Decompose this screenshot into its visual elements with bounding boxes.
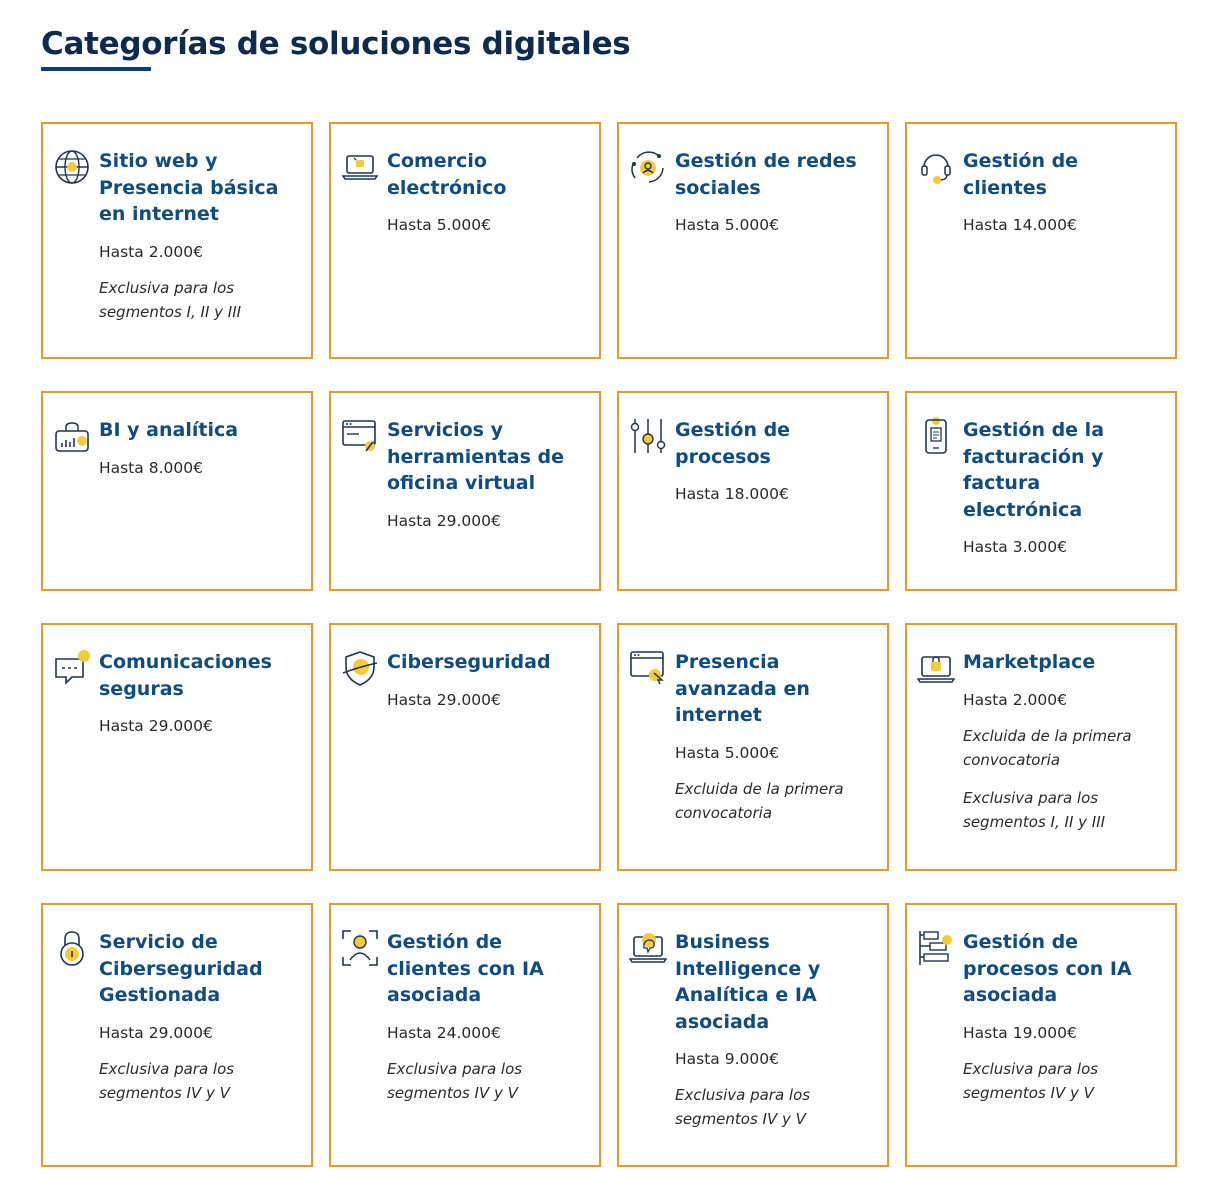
card-content bbox=[99, 417, 301, 478]
card-title[interactable]: Comercio electrónico bbox=[387, 150, 507, 199]
card-title[interactable]: BI y analítica bbox=[99, 419, 239, 441]
card-title[interactable]: Servicio de Ciberseguridad Gestionada bbox=[99, 931, 263, 1006]
card-amount: Hasta 14.000€ bbox=[963, 216, 1077, 234]
card-content bbox=[675, 929, 877, 1131]
card-note: Exclusiva para los segmentos IV y V bbox=[675, 1086, 811, 1128]
solution-card[interactable] bbox=[41, 903, 313, 1167]
card-amount: Hasta 29.000€ bbox=[99, 1023, 213, 1042]
solution-card[interactable] bbox=[329, 903, 601, 1167]
card-title[interactable]: Gestión de procesos con IA asociada bbox=[963, 931, 1132, 1006]
card-content bbox=[99, 929, 301, 1105]
solution-card[interactable] bbox=[905, 903, 1177, 1167]
card-title[interactable]: Marketplace bbox=[963, 651, 1096, 673]
browser-cursor-icon bbox=[629, 649, 667, 687]
solution-card[interactable] bbox=[329, 122, 601, 359]
solution-card[interactable] bbox=[617, 623, 889, 871]
card-title[interactable]: Gestión de la facturación y factura electrónica bbox=[963, 419, 1105, 521]
card-note: Exclusiva para los segmentos IV y V bbox=[99, 1059, 235, 1102]
card-title[interactable]: Gestión de clientes bbox=[963, 150, 1079, 199]
card-note: Excluida de la primera convocatoria bbox=[963, 726, 1132, 769]
card-amount: Hasta 9.000€ bbox=[675, 1050, 779, 1068]
card-amount: Hasta 2.000€ bbox=[99, 242, 203, 261]
card-note: Excluida de la primera convocatoria bbox=[675, 779, 844, 822]
solution-card[interactable] bbox=[617, 391, 889, 591]
card-content bbox=[387, 929, 589, 1105]
analytics-bag-icon bbox=[53, 417, 91, 455]
card-amount: Hasta 29.000€ bbox=[387, 690, 501, 709]
card-amount: Hasta 2.000€ bbox=[963, 690, 1067, 709]
title-underline bbox=[41, 67, 151, 71]
card-amount: Hasta 19.000€ bbox=[963, 1023, 1077, 1042]
social-network-icon bbox=[629, 148, 667, 186]
chat-bubble-icon bbox=[53, 649, 91, 687]
card-title[interactable]: Business Intelligence y Analítica e IA asociada bbox=[675, 931, 821, 1033]
headset-icon bbox=[917, 148, 955, 186]
card-amount: Hasta 8.000€ bbox=[99, 458, 203, 477]
card-content bbox=[99, 649, 301, 736]
phone-invoice-icon bbox=[917, 417, 955, 455]
card-note: Exclusiva para los segmentos I, II y III bbox=[99, 278, 242, 321]
card-content bbox=[387, 417, 589, 531]
card-content bbox=[675, 649, 877, 825]
card-content bbox=[963, 417, 1165, 557]
solution-card[interactable] bbox=[905, 623, 1177, 871]
solution-card[interactable] bbox=[41, 391, 313, 591]
solution-card[interactable] bbox=[329, 623, 601, 871]
card-title[interactable]: Gestión de procesos bbox=[675, 419, 791, 468]
card-title[interactable]: Presencia avanzada en internet bbox=[675, 651, 810, 726]
card-title[interactable]: Gestión de clientes con IA asociada bbox=[387, 931, 544, 1006]
card-note: Exclusiva para los segmentos I, II y III bbox=[963, 788, 1106, 831]
card-amount: Hasta 5.000€ bbox=[675, 743, 779, 762]
globe-icon bbox=[53, 148, 91, 186]
card-amount: Hasta 5.000€ bbox=[387, 216, 491, 234]
card-content bbox=[387, 148, 589, 235]
solution-card[interactable] bbox=[617, 122, 889, 359]
card-content bbox=[675, 417, 877, 504]
card-amount: Hasta 5.000€ bbox=[675, 216, 779, 234]
face-scan-icon bbox=[341, 929, 379, 967]
laptop-ai-icon bbox=[629, 929, 667, 967]
card-amount: Hasta 3.000€ bbox=[963, 538, 1067, 556]
card-amount: Hasta 24.000€ bbox=[387, 1023, 501, 1042]
card-title[interactable]: Servicios y herramientas de oficina virtual bbox=[387, 419, 565, 494]
card-content bbox=[963, 929, 1165, 1105]
card-content bbox=[387, 649, 589, 710]
solution-card[interactable] bbox=[905, 122, 1177, 359]
card-title[interactable]: Gestión de redes sociales bbox=[675, 150, 857, 199]
solution-card[interactable] bbox=[41, 623, 313, 871]
card-note: Exclusiva para los segmentos IV y V bbox=[963, 1059, 1099, 1102]
sliders-icon bbox=[629, 417, 667, 455]
solution-card[interactable] bbox=[617, 903, 889, 1167]
solution-card[interactable] bbox=[905, 391, 1177, 591]
marketplace-laptop-icon bbox=[917, 649, 955, 687]
card-content bbox=[99, 148, 301, 324]
card-title[interactable]: Comunicaciones seguras bbox=[99, 651, 272, 700]
card-amount: Hasta 29.000€ bbox=[387, 511, 501, 530]
card-title[interactable]: Sitio web y Presencia básica en internet bbox=[99, 150, 279, 225]
solution-card[interactable] bbox=[329, 391, 601, 591]
solution-card[interactable] bbox=[41, 122, 313, 359]
laptop-cart-icon bbox=[341, 148, 379, 186]
browser-tools-icon bbox=[341, 417, 379, 455]
card-amount: Hasta 29.000€ bbox=[99, 717, 213, 735]
card-content bbox=[675, 148, 877, 235]
card-content bbox=[963, 649, 1165, 834]
shield-icon bbox=[341, 649, 379, 687]
page-title: Categorías de soluciones digitales bbox=[41, 26, 631, 62]
card-title[interactable]: Ciberseguridad bbox=[387, 651, 551, 673]
process-flow-icon bbox=[917, 929, 955, 967]
card-note: Exclusiva para los segmentos IV y V bbox=[387, 1059, 523, 1102]
card-content bbox=[963, 148, 1165, 235]
card-amount: Hasta 18.000€ bbox=[675, 485, 789, 503]
padlock-icon bbox=[53, 929, 91, 967]
